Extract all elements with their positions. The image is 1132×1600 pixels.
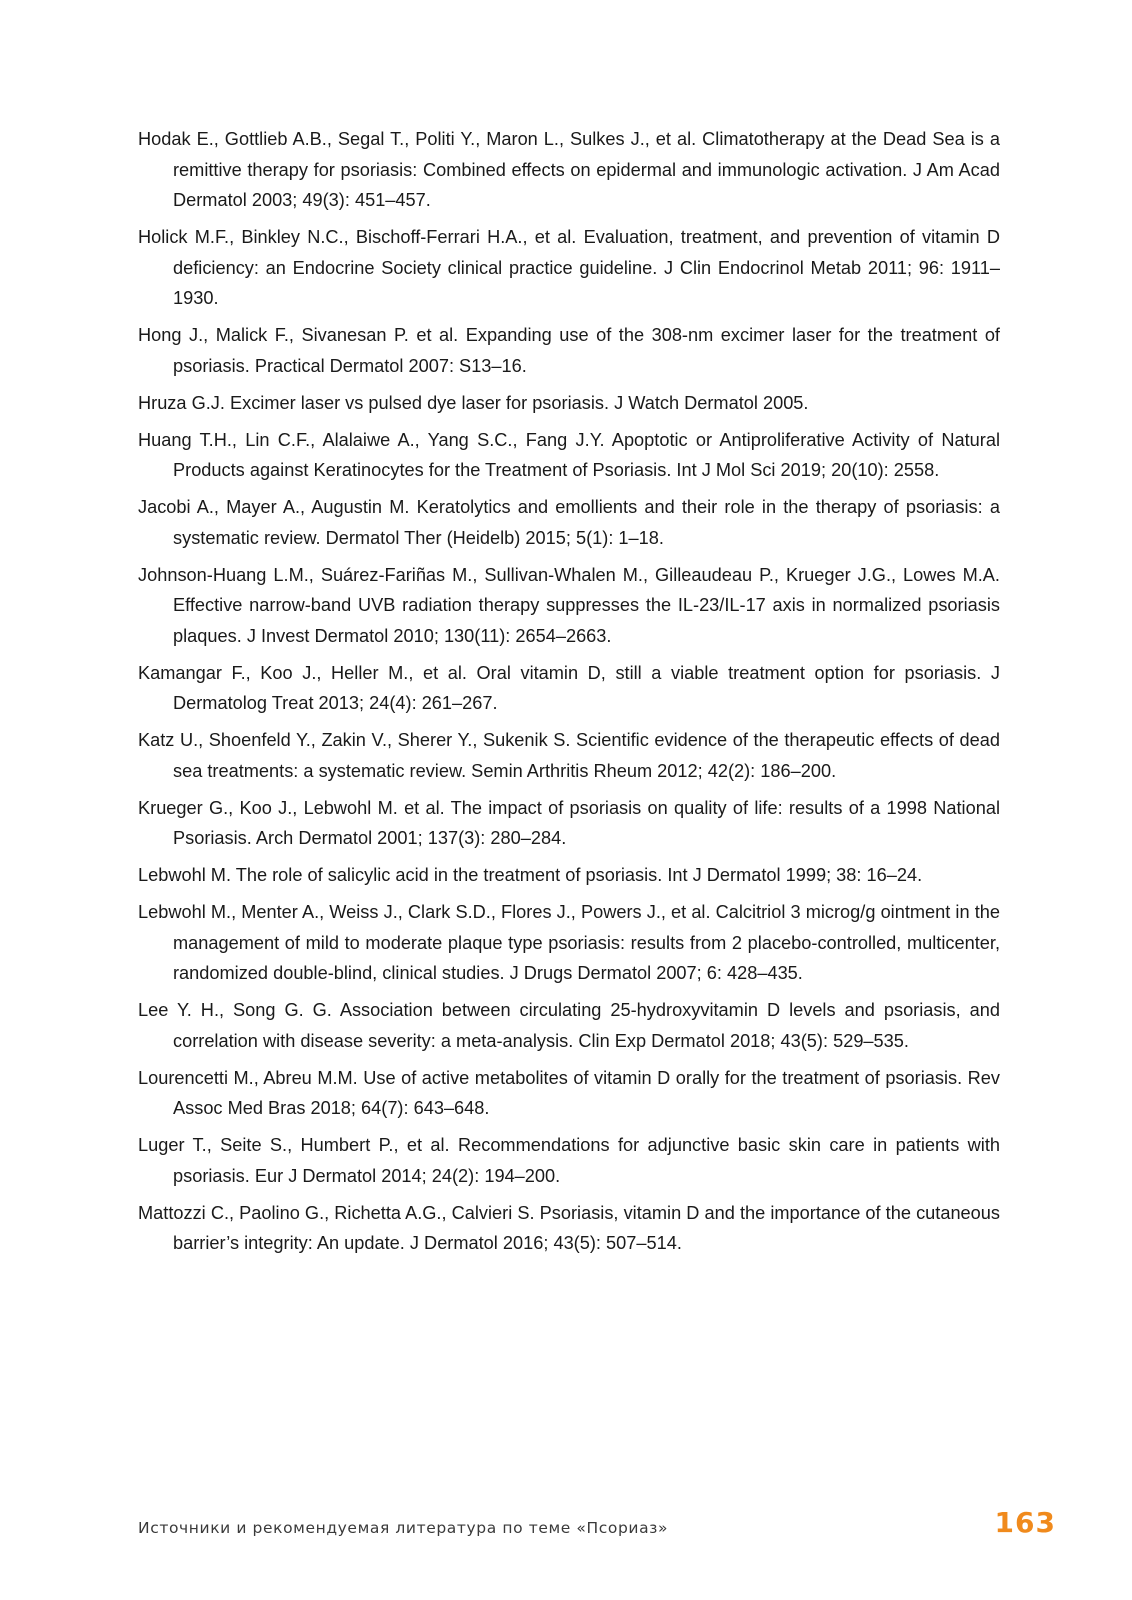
reference-entry: Lebwohl M., Menter A., Weiss J., Clark S.D., Flores J., Powers J., et al. Calcitriol 3 microg/g ointment in the management of mild to moderate plaque type psoriasis: results from 2 placebo-controlled, multicenter, randomized double-blind, clinical studies. J Drugs Dermatol 2007; 6: 428–435.: [138, 902, 1000, 983]
reference-entry: Holick M.F., Binkley N.C., Bischoff-Ferrari H.A., et al. Evaluation, treatment, and prevention of vitamin D deficiency: an Endocrine Society clinical practice guideline. J Clin Endocrinol Metab 2011; 96: 1911–1930.: [138, 227, 1000, 308]
reference-entry: Mattozzi C., Paolino G., Richetta A.G., Calvieri S. Psoriasis, vitamin D and the importance of the cutaneous barrier’s integrity: An update. J Dermatol 2016; 43(5): 507–514.: [138, 1202, 1000, 1253]
page-number: 163: [994, 1506, 1056, 1539]
reference-entry: Lebwohl M. The role of salicylic acid in the treatment of psoriasis. Int J Dermatol 1999; 38: 16–24.: [138, 865, 923, 885]
reference-entry: Hong J., Malick F., Sivanesan P. et al. Expanding use of the 308-nm excimer laser for the treatment of psoriasis. Practical Dermatol 2007: S13–16.: [138, 325, 1000, 376]
reference-entry: Jacobi A., Mayer A., Augustin M. Keratolytics and emollients and their role in the therapy of psoriasis: a systematic review. Dermatol Ther (Heidelb) 2015; 5(1): 1–18.: [138, 497, 1000, 548]
reference-entry: Johnson-Huang L.M., Suárez-Fariñas M., Sullivan-Whalen M., Gilleaudeau P., Krueger J.G., Lowes M.A. Effective narrow-band UVB radiation therapy suppresses the IL-23/IL-17 axis in normalized psoriasis plaques. J Invest Dermatol 2010; 130(11): 2654–2663.: [138, 564, 1000, 646]
reference-entry: Huang T.H., Lin C.F., Alalaiwe A., Yang S.C., Fang J.Y. Apoptotic or Antiproliferative Activity of Natural Products against Keratinocytes for the Treatment of Psoriasis. Int J Mol Sci 2019; 20(10): 2558.: [138, 429, 1000, 480]
reference-entry: Lourencetti M., Abreu M.M. Use of active metabolites of vitamin D orally for the treatment of psoriasis. Rev Assoc Med Bras 2018; 64(7): 643–648.: [138, 1067, 1000, 1118]
reference-entry: Hruza G.J. Excimer laser vs pulsed dye laser for psoriasis. J Watch Dermatol 2005.: [138, 392, 809, 413]
reference-entry: Lee Y. H., Song G. G. Association between circulating 25-hydroxyvitamin D levels and psoriasis, and correlation with disease severity: a meta-analysis. Clin Exp Dermatol 2018; 43(5): 529–535.: [138, 1000, 1000, 1051]
reference-entry: Krueger G., Koo J., Lebwohl M. et al. The impact of psoriasis on quality of life: results of a 1998 National Psoriasis. Arch Dermatol 2001; 137(3): 280–284.: [138, 797, 1000, 848]
reference-entry: Hodak E., Gottlieb A.B., Segal T., Politi Y., Maron L., Sulkes J., et al. Climatotherapy at the Dead Sea is a remittive therapy for psoriasis: Combined effects on epidermal and immunologic activation. J Am Acad Dermatol 2003; 49(3): 451–457.: [138, 129, 1000, 210]
footer-section-title: Источники и рекомендуемая литература по теме «Псориаз»: [138, 1519, 669, 1537]
reference-entry: Kamangar F., Koo J., Heller M., et al. Oral vitamin D, still a viable treatment option for psoriasis. J Dermatolog Treat 2013; 24(4): 261–267.: [138, 662, 1000, 713]
reference-entry: Katz U., Shoenfeld Y., Zakin V., Sherer Y., Sukenik S. Scientific evidence of the therapeutic effects of dead sea treatments: a systematic review. Semin Arthritis Rheum 2012; 42(2): 186–200.: [138, 730, 1000, 781]
reference-list: [138, 124, 1000, 1265]
reference-entry: Luger T., Seite S., Humbert P., et al. Recommendations for adjunctive basic skin care in patients with psoriasis. Eur J Dermatol 2014; 24(2): 194–200.: [138, 1135, 1000, 1186]
